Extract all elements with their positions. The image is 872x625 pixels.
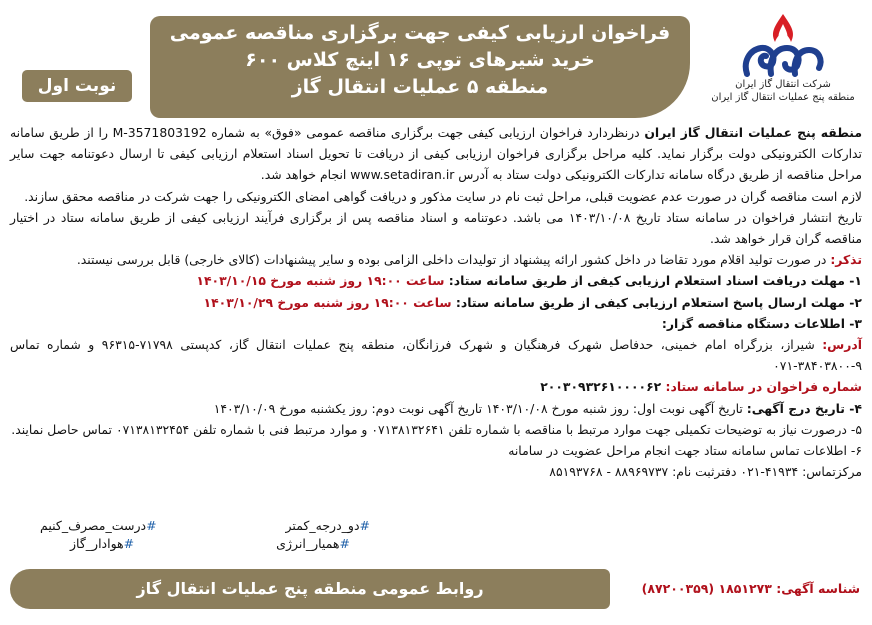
ad-id: شناسه آگهی: ۱۸۵۱۲۷۳ (۸۷۲۰۰۳۵۹) bbox=[641, 581, 860, 596]
item-1-label: ۱- مهلت دریافت اسناد استعلام ارزیابی کیفی از طریق سامانه ستاد: bbox=[448, 273, 862, 289]
paragraph-registration: لازم است مناقصه گران در صورت عدم عضویت قبلی، مراحل ثبت نام در سایت مذکور و دریافت گواهی امضای الکترونیکی را جهت شرکت در مناقصه محقق سازند. bbox=[24, 188, 862, 204]
hashtag-1: #دو_درجه_کمتر bbox=[285, 518, 370, 533]
announcement-body bbox=[10, 122, 862, 482]
logo-text-2: منطقه پنج عملیات انتقال گاز ایران bbox=[711, 92, 855, 103]
org-name: منطقه پنج عملیات انتقال گاز ایران bbox=[644, 125, 862, 140]
setad-number bbox=[10, 376, 862, 397]
hashtag-2: #درست_مصرف_کنیم bbox=[40, 518, 157, 533]
item-5: ۵- درصورت نیاز به توضیحات تکمیلی جهت موارد مرتبط با مناقصه با شماره تلفن ۰۷۱۳۸۱۳۲۶۴۱ و موارد مرتبط فنی با شماره تلفن ۰۷۱۳۸۱۳۲۴۵۴ تماس حاصل نمایند. bbox=[11, 421, 862, 437]
paragraph-note bbox=[10, 249, 862, 270]
header-line-3: منطقه ۵ عملیات انتقال گاز bbox=[291, 76, 549, 98]
footer bbox=[0, 567, 872, 615]
item-1-deadline: ساعت ۱۹:۰۰ روز شنبه مورخ ۱۴۰۳/۱۰/۱۵ bbox=[196, 273, 449, 289]
hashtag-4: #هوادار_گاز bbox=[70, 536, 135, 551]
paragraph-publish-date: تاریخ انتشار فراخوان در سامانه ستاد تاریخ ۱۴۰۳/۱۰/۰۸ می باشد. دعوتنامه و اسناد مناقصه پس از برگزاری فرآیند ارزیابی کیفی از طریق سامانه ستاد در اختیار مناقصه گران قرار خواهد شد. bbox=[10, 209, 862, 247]
header-line-1: فراخوان ارزیابی کیفی جهت برگزاری مناقصه عمومی bbox=[169, 22, 671, 44]
flame-logo-icon bbox=[733, 10, 833, 78]
setad-value: ۲۰۰۳۰۹۳۲۶۱۰۰۰۰۶۲ bbox=[540, 379, 666, 395]
header-line-2: خرید شیرهای توپی ۱۶ اینچ کلاس ۶۰۰ bbox=[245, 49, 595, 71]
hashtag-3: #همیار_انرژی bbox=[276, 536, 350, 551]
address bbox=[10, 334, 862, 376]
item-6: ۶- اطلاعات تماس سامانه ستاد جهت انجام مراحل عضویت در سامانه bbox=[508, 443, 862, 459]
item-3: ۳- اطلاعات دستگاه مناقصه گزار: bbox=[661, 315, 862, 331]
intro-text: درنظردارد فراخوان ارزیابی کیفی جهت برگزاری مناقصه عمومی «فوق» به شماره 3571803192-M را از طریق سامانه تدارکات الکترونیکی دولت برگزار نماید. کلیه مراحل برگزاری فراخوان ارزیابی کیفی از دریافت تا تحویل اسناد استعلام ارزیابی کیفی تا ارسال دعوتنامه جهت سایر مراحل مناقصه از طریق درگاه سامانه تدارکات الکترونیکی دولت ستاد به آدرس www.setadiran.ir انجام خواهد شد. bbox=[10, 125, 862, 183]
item-4-label: ۴- تاریخ درج آگهی: bbox=[746, 400, 862, 416]
note-text: در صورت تولید اقلام مورد تقاضا در داخل کشور ارائه پیشنهاد از تولیدات داخلی الزامی بوده و سایر پیشنهادات (کالای خارجی) قابل بررسی نیستند. bbox=[76, 252, 831, 268]
setad-label: شماره فراخوان در سامانه ستاد: bbox=[665, 379, 862, 395]
header-title bbox=[160, 20, 680, 101]
logo-text-1: شرکت انتقال گاز ایران bbox=[735, 79, 831, 90]
item-1 bbox=[10, 270, 862, 291]
address-label: آدرس: bbox=[822, 337, 863, 353]
hashtags bbox=[40, 518, 370, 558]
footer-title: روابط عمومی منطقه پنج عملیات انتقال گاز bbox=[10, 569, 610, 609]
round-badge: نوبت اول bbox=[22, 70, 132, 102]
note-label: تذکر: bbox=[830, 252, 862, 268]
company-logo bbox=[708, 10, 858, 120]
address-text: شیراز، بزرگراه امام خمینی، حدفاصل شهرک فرهنگیان و شهرک فرزانگان، منطقه پنج عملیات انتقال گاز، کدپستی ۷۱۷۹۸-۹۶۳۱۵ و شماره تماس ۹-۳۸۴۰۳۸۰۰-۰۷۱ bbox=[10, 337, 862, 374]
paragraph-intro bbox=[10, 122, 862, 186]
item-4-text: تاریخ آگهی نوبت اول: روز شنبه مورخ ۱۴۰۳/۱۰/۰۸ تاریخ آگهی نوبت دوم: روز یکشنبه مورخ ۱۴۰۳/۱۰/۰۹ bbox=[213, 400, 747, 416]
item-2-label: ۲- مهلت ارسال پاسخ استعلام ارزیابی کیفی از طریق سامانه ستاد: bbox=[455, 294, 862, 310]
item-4 bbox=[10, 398, 862, 419]
contact-info: مرکزتماس: ۴۱۹۳۴-۰۲۱ دفترثبت نام: ۸۸۹۶۹۷۳۷ - ۸۵۱۹۳۷۶۸ bbox=[549, 464, 862, 480]
item-2-deadline: ساعت ۱۹:۰۰ روز شنبه مورخ ۱۴۰۳/۱۰/۲۹ bbox=[203, 294, 456, 310]
item-2 bbox=[10, 292, 862, 313]
